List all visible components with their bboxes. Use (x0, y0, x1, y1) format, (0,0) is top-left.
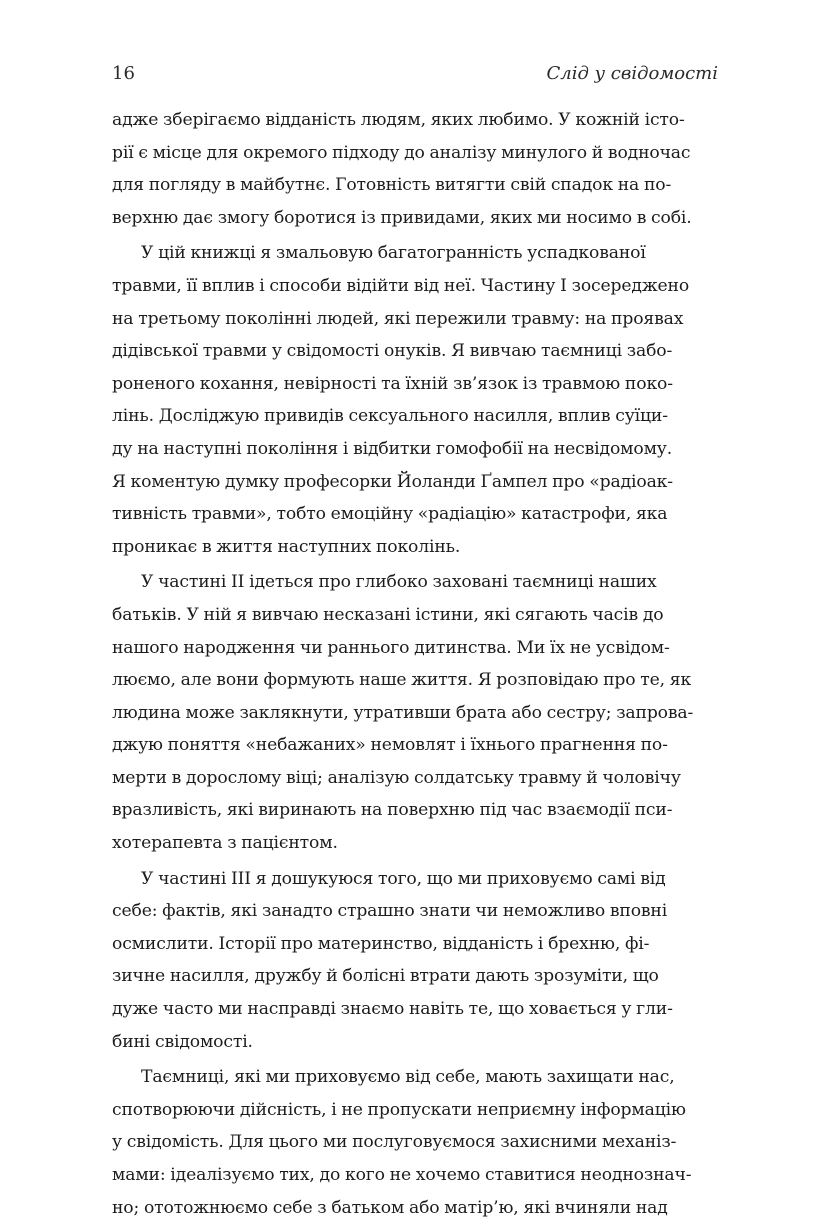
text-line: вразливість, які виринають на поверхню під час взаємодії пси- (112, 800, 673, 821)
text-line: ду на наступні покоління і відбитки гомофобії на несвідомому. (112, 438, 673, 459)
text-line: У частині ІІ ідеться про глибоко заховані таємниці наших (141, 572, 657, 593)
text-line: травми, її вплив і способи відійти від неї. Частину І зосереджено (112, 275, 690, 296)
text-line: спотворюючи дійсність, і не пропускати неприємну інформацію (112, 1099, 686, 1120)
text-line: мами: ідеалізуємо тих, до кого не хочемо ставитися неоднознач- (112, 1165, 692, 1185)
text-line: У цій книжці я змальовую багатогранність успадкованої (141, 243, 646, 264)
body-text (112, 104, 708, 1224)
text-line: тивність травми», тобто емоційну «радіацію» катастрофи, яка (112, 504, 668, 525)
text-line: проникає в життя наступних поколінь. (112, 536, 461, 557)
text-line: хотерапевта з пацієнтом. (112, 833, 338, 854)
text-line: бині свідомості. (112, 1031, 253, 1052)
text-line: У частині ІІІ я дошукуюся того, що ми приховуємо самі від (141, 868, 666, 889)
text-line: батьків. У ній я вивчаю несказані істини, які сягають часів до (112, 604, 664, 625)
text-line: Я коментую думку професорки Йоланди Ґампел про «радіоак- (112, 471, 673, 492)
paragraph (112, 863, 708, 1059)
paragraph (112, 104, 708, 234)
text-line: адже зберігаємо відданість людям, яких любимо. У кожній істо- (112, 110, 685, 130)
page-number: 16 (112, 63, 135, 84)
text-line: нашого народження чи раннього дитинства. Ми їх не усвідом- (112, 637, 670, 658)
text-line: лінь. Досліджую привидів сексуального насилля, вплив суїци- (112, 406, 668, 427)
text-line: мерти в дорослому віці; аналізую солдатську травму й чоловічу (112, 767, 681, 788)
text-line: осмислити. Історії про материнство, відданість і брехню, фі- (112, 933, 650, 954)
text-line: зичне насилля, дружбу й болісні втрати дають зрозуміти, що (112, 966, 659, 987)
text-line: себе: фактів, які занадто страшно знати чи неможливо вповні (112, 901, 668, 922)
text-line: для погляду в майбутнє. Готовність витягти свій спадок на по- (112, 175, 672, 196)
text-line: рії є місце для окремого підходу до аналізу минулого й водночас (112, 142, 691, 163)
text-line: людина може заклякнути, утративши брата або сестру; запрова- (112, 702, 694, 723)
text-line: на третьому поколінні людей, які пережили травму: на проявах (112, 308, 684, 329)
text-line: джую поняття «небажаних» немовлят і їхнього прагнення по- (112, 735, 668, 756)
text-line: дуже часто ми насправді знаємо навіть те, що ховається у гли- (112, 999, 673, 1020)
running-title: Слід у свідомості (546, 63, 718, 84)
text-line: дідівської травми у свідомості онуків. Я вивчаю таємниці забо- (112, 341, 673, 362)
paragraph (112, 566, 708, 859)
text-line: люємо, але вони формують наше життя. Я розповідаю про те, як (112, 670, 692, 691)
text-line: но; ототожнюємо себе з батьком або матір’ю, які вчиняли над (112, 1197, 668, 1218)
paragraph (112, 237, 708, 563)
text-line: у свідомість. Для цього ми послуговуємося захисними механіз- (112, 1132, 677, 1153)
text-line: Таємниці, які ми приховуємо від себе, мають захищати нас, (141, 1067, 675, 1088)
text-line: роненого кохання, невірності та їхній зв’язок із травмою поко- (112, 373, 673, 394)
text-line: верхню дає змогу боротися із привидами, яких ми носимо в собі. (112, 207, 692, 228)
